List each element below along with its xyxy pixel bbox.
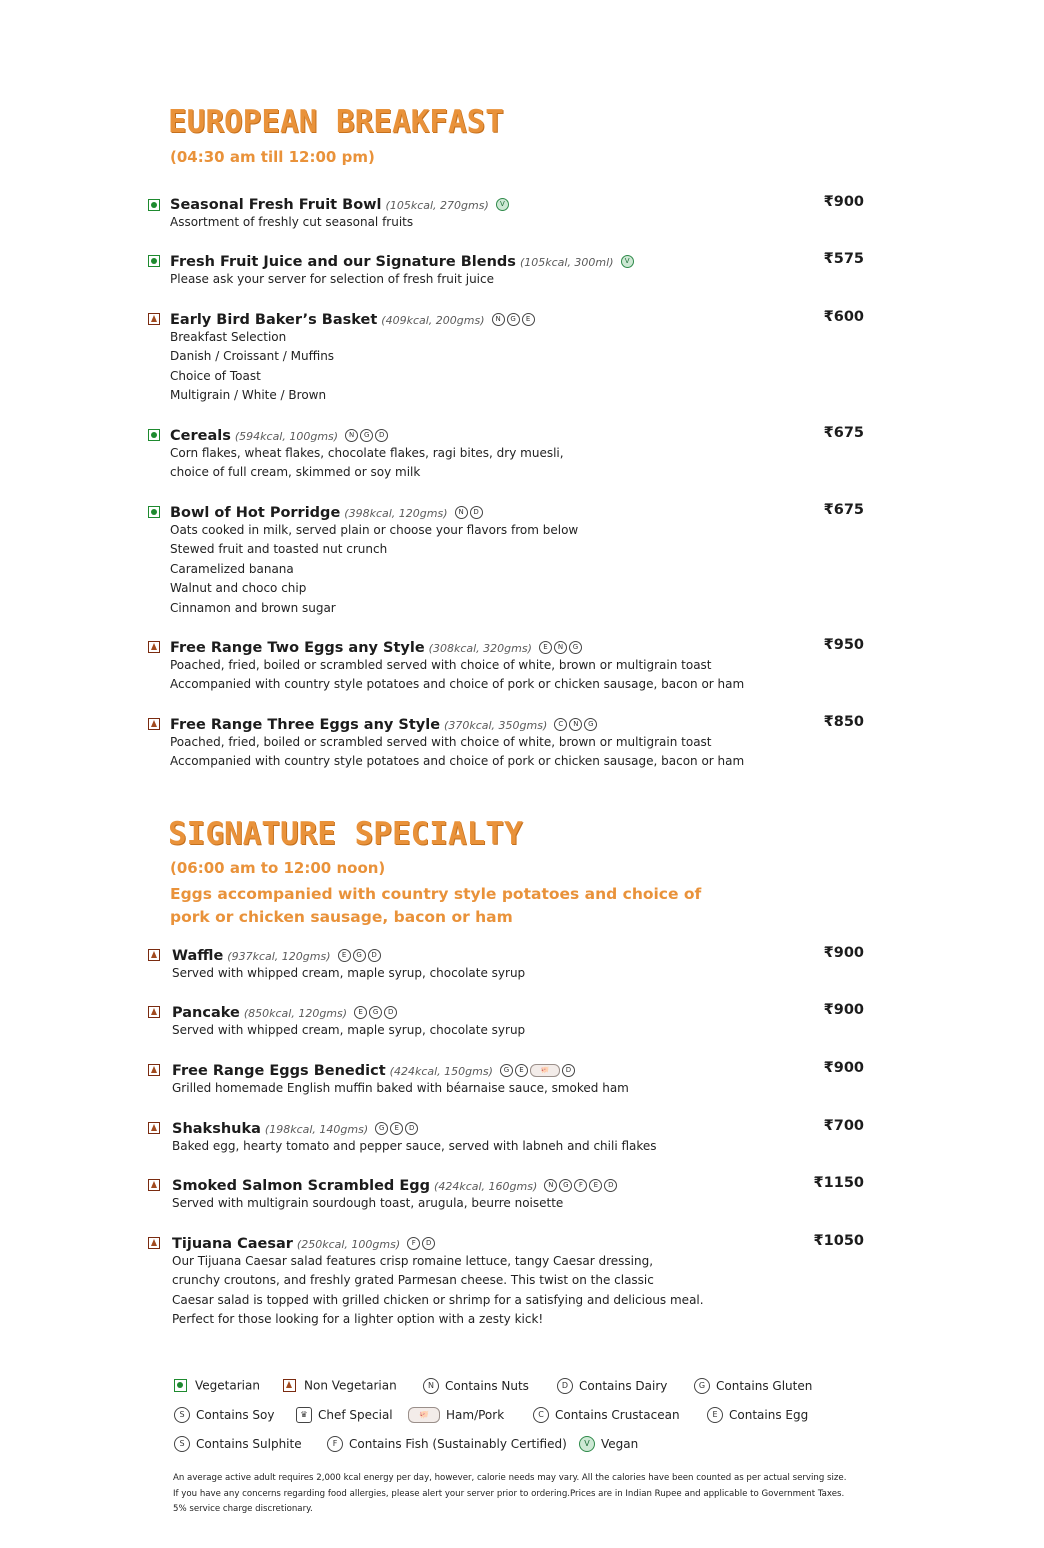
vegetarian-mark	[148, 255, 160, 267]
vegan-icon: V	[496, 198, 509, 211]
item-name: Free Range Eggs Benedict	[172, 1063, 386, 1079]
menu-item	[172, 1118, 892, 1156]
legend-label: Contains Gluten	[716, 1379, 813, 1393]
item-price: ₹600	[823, 309, 864, 325]
legend-vegetarian	[174, 1378, 260, 1393]
dairy-icon: D	[375, 429, 388, 442]
dairy-icon: D	[384, 1006, 397, 1019]
legend-label: Contains Dairy	[579, 1379, 668, 1393]
menu-item	[170, 637, 890, 695]
item-description: Served with whipped cream, maple syrup, chocolate syrup	[172, 966, 526, 980]
item-description: Cinnamon and brown sugar	[170, 600, 336, 615]
footer-line: An average active adult requires 2,000 kcal energy per day, however, calorie needs may vary. All the calories have been counted as per actual serving size.	[173, 1473, 847, 1483]
item-description: Please ask your server for selection of fresh fruit juice	[170, 272, 494, 286]
legend-label: Vegetarian	[195, 1378, 260, 1393]
nuts-icon: N	[569, 718, 582, 731]
legend-vegan	[579, 1436, 638, 1452]
non-veg-mark	[148, 641, 160, 653]
item-description: Accompanied with country style potatoes and choice of pork or chicken sausage, bacon or ham	[170, 754, 745, 769]
nuts-icon: N	[554, 641, 567, 654]
item-description: Served with whipped cream, maple syrup, chocolate syrup	[172, 1023, 526, 1037]
legend-sulphite	[174, 1436, 302, 1452]
item-name: Fresh Fruit Juice and our Signature Blends	[170, 254, 516, 270]
crustacean-icon: C	[554, 718, 567, 731]
egg-icon: E	[515, 1064, 528, 1077]
item-name: Pancake	[172, 1005, 240, 1021]
menu-item	[172, 945, 892, 983]
legend-label: Chef Special	[318, 1408, 393, 1422]
vegetarian-mark	[148, 429, 160, 441]
item-name: Early Bird Baker’s Basket	[170, 312, 378, 328]
item-calories: (424kcal, 150gms)	[389, 1065, 493, 1078]
gluten-icon: G	[559, 1179, 572, 1192]
menu-item	[170, 502, 890, 618]
item-description: Poached, fried, boiled or scrambled served with choice of white, brown or multigrain toast	[170, 658, 712, 672]
crustacean-icon: C	[533, 1407, 549, 1423]
menu-item	[170, 425, 890, 483]
egg-icon: E	[338, 949, 351, 962]
item-name: Free Range Two Eggs any Style	[170, 640, 425, 656]
gluten-icon: G	[369, 1006, 382, 1019]
nuts-icon: N	[455, 506, 468, 519]
pig-icon: 🐖	[530, 1064, 560, 1077]
dairy-icon: D	[470, 506, 483, 519]
legend-label: Contains Nuts	[445, 1379, 529, 1393]
item-description: Accompanied with country style potatoes and choice of pork or chicken sausage, bacon or ham	[170, 677, 745, 692]
item-name: Seasonal Fresh Fruit Bowl	[170, 197, 382, 213]
nuts-icon: N	[544, 1179, 557, 1192]
legend-ham-pork	[408, 1407, 504, 1423]
egg-icon: E	[354, 1006, 367, 1019]
nuts-icon: N	[492, 313, 505, 326]
item-description: Walnut and choco chip	[170, 581, 307, 596]
dairy-icon: D	[368, 949, 381, 962]
footer-line: If you have any concerns regarding food allergies, please alert your server prior to ordering.Prices are in Indian Rupee and applicable to Government Taxes.	[173, 1488, 845, 1499]
item-description: Stewed fruit and toasted nut crunch	[170, 542, 388, 557]
pig-icon: 🐖	[408, 1407, 440, 1423]
legend-crustacean	[533, 1407, 680, 1423]
nuts-icon: N	[423, 1378, 439, 1394]
non-veg-mark	[148, 1179, 160, 1191]
gluten-icon: G	[353, 949, 366, 962]
dairy-icon: D	[557, 1378, 573, 1394]
legend-label: Vegan	[601, 1437, 639, 1451]
item-price: ₹900	[823, 1060, 864, 1076]
item-price: ₹950	[823, 637, 864, 653]
item-price: ₹1150	[813, 1175, 864, 1191]
non-veg-mark	[148, 313, 160, 325]
item-calories: (308kcal, 320gms)	[428, 642, 532, 655]
gluten-icon: G	[360, 429, 373, 442]
egg-icon: E	[707, 1407, 723, 1423]
item-price: ₹575	[823, 251, 864, 267]
egg-icon: E	[390, 1122, 403, 1135]
legend-label: Contains Soy	[196, 1408, 275, 1422]
menu-item	[172, 1175, 892, 1213]
item-calories: (409kcal, 200gms)	[381, 314, 485, 327]
dairy-icon: D	[422, 1237, 435, 1250]
non-veg-mark	[148, 1237, 160, 1249]
egg-icon: E	[589, 1179, 602, 1192]
fish-icon: F	[327, 1436, 343, 1452]
item-price: ₹700	[823, 1118, 864, 1134]
item-description: Corn flakes, wheat flakes, chocolate flakes, ragi bites, dry muesli,	[170, 446, 564, 460]
fish-icon: F	[574, 1179, 587, 1192]
item-calories: (424kcal, 160gms)	[434, 1180, 538, 1193]
item-name: Cereals	[170, 428, 231, 444]
item-calories: (250kcal, 100gms)	[296, 1238, 401, 1251]
dairy-icon: D	[604, 1179, 617, 1192]
item-calories: (370kcal, 350gms)	[444, 719, 548, 732]
item-description: Assortment of freshly cut seasonal fruits	[170, 215, 414, 229]
legend-nuts	[423, 1378, 529, 1394]
item-name: Shakshuka	[172, 1121, 261, 1137]
menu-item	[170, 194, 890, 232]
legend-chef-special	[296, 1407, 393, 1423]
section-title-european-breakfast: EUROPEAN BREAKFAST	[168, 104, 504, 140]
section-title-signature-specialty: SIGNATURE SPECIALTY	[168, 816, 523, 852]
chef-hat-icon: ♛	[296, 1407, 312, 1423]
item-description: Grilled homemade English muffin baked with béarnaise sauce, smoked ham	[172, 1081, 629, 1095]
item-description: Perfect for those looking for a lighter option with a zesty kick!	[172, 1312, 544, 1327]
menu-item	[170, 714, 890, 772]
item-calories: (398kcal, 120gms)	[344, 507, 448, 520]
item-calories: (594kcal, 100gms)	[234, 430, 339, 443]
item-price: ₹675	[823, 425, 864, 441]
item-calories: (937kcal, 120gms)	[227, 950, 331, 963]
legend-label: Contains Fish (Sustainably Certified)	[349, 1437, 567, 1451]
menu-item	[170, 251, 890, 289]
item-price: ₹1050	[813, 1233, 864, 1249]
legend-egg	[707, 1407, 808, 1423]
vegan-icon: V	[579, 1436, 595, 1452]
egg-icon: E	[522, 313, 535, 326]
legend-label: Non Vegetarian	[304, 1378, 397, 1393]
non-veg-mark	[283, 1379, 296, 1392]
egg-icon: E	[539, 641, 552, 654]
item-name: Free Range Three Eggs any Style	[170, 717, 441, 733]
item-description: Our Tijuana Caesar salad features crisp romaine lettuce, tangy Caesar dressing,	[172, 1254, 654, 1268]
item-price: ₹850	[823, 714, 864, 730]
gluten-icon: G	[375, 1122, 388, 1135]
section-note-line: pork or chicken sausage, bacon or ham	[170, 908, 513, 926]
sulphite-icon: S	[174, 1436, 190, 1452]
legend-soy	[174, 1407, 274, 1423]
item-name: Tijuana Caesar	[172, 1236, 293, 1252]
gluten-icon: G	[507, 313, 520, 326]
gluten-icon: G	[694, 1378, 710, 1394]
section-hours: (04:30 am till 12:00 pm)	[170, 148, 375, 166]
item-price: ₹900	[823, 945, 864, 961]
item-description: Oats cooked in milk, served plain or choose your flavors from below	[170, 523, 579, 537]
dairy-icon: D	[405, 1122, 418, 1135]
item-calories: (105kcal, 300ml)	[519, 256, 614, 269]
section-note-line: Eggs accompanied with country style potatoes and choice of	[170, 885, 702, 903]
soy-icon: S	[174, 1407, 190, 1423]
section-note	[170, 883, 701, 929]
legend-label: Contains Crustacean	[555, 1408, 680, 1422]
non-veg-mark	[148, 1064, 160, 1076]
non-veg-mark	[148, 718, 160, 730]
legend-dairy	[557, 1378, 667, 1394]
legend-gluten	[694, 1378, 812, 1394]
legend-label: Ham/Pork	[446, 1408, 505, 1422]
item-description: choice of full cream, skimmed or soy milk	[170, 465, 421, 480]
item-calories: (850kcal, 120gms)	[243, 1007, 348, 1020]
menu-item	[172, 1233, 892, 1330]
section-hours: (06:00 am to 12:00 noon)	[170, 859, 386, 877]
vegetarian-mark	[148, 506, 160, 518]
gluten-icon: G	[500, 1064, 513, 1077]
legend-non-veg	[283, 1378, 397, 1393]
item-description: Multigrain / White / Brown	[170, 388, 327, 403]
legend-label: Contains Egg	[729, 1408, 809, 1422]
item-description: Poached, fried, boiled or scrambled served with choice of white, brown or multigrain toast	[170, 735, 712, 749]
item-description: Baked egg, hearty tomato and pepper sauce, served with labneh and chili flakes	[172, 1139, 657, 1153]
item-description: Danish / Croissant / Muffins	[170, 349, 335, 364]
item-description: Breakfast Selection	[170, 330, 287, 344]
menu-item	[172, 1060, 892, 1098]
footer-line: 5% service charge discretionary.	[173, 1504, 313, 1514]
legend-label: Contains Sulphite	[196, 1437, 302, 1451]
item-name: Smoked Salmon Scrambled Egg	[172, 1178, 431, 1194]
item-calories: (198kcal, 140gms)	[264, 1123, 369, 1136]
menu-item	[172, 1002, 892, 1040]
gluten-icon: G	[569, 641, 582, 654]
item-price: ₹900	[823, 1002, 864, 1018]
vegetarian-mark	[148, 199, 160, 211]
item-name: Bowl of Hot Porridge	[170, 505, 341, 521]
dairy-icon: D	[562, 1064, 575, 1077]
legend-fish	[327, 1436, 567, 1452]
item-name: Waffle	[172, 948, 224, 964]
non-veg-mark	[148, 1006, 160, 1018]
item-price: ₹675	[823, 502, 864, 518]
gluten-icon: G	[584, 718, 597, 731]
nuts-icon: N	[345, 429, 358, 442]
item-description: Choice of Toast	[170, 368, 261, 383]
fish-icon: F	[407, 1237, 420, 1250]
item-calories: (105kcal, 270gms)	[385, 199, 489, 212]
item-description: Served with multigrain sourdough toast, arugula, beurre noisette	[172, 1196, 564, 1210]
footer-disclaimer	[173, 1471, 893, 1518]
item-description: Caramelized banana	[170, 561, 294, 576]
vegetarian-mark	[174, 1379, 187, 1392]
menu-item	[170, 309, 890, 406]
item-description: Caesar salad is topped with grilled chicken or shrimp for a satisfying and delicious meal.	[172, 1292, 704, 1307]
item-price: ₹900	[823, 194, 864, 210]
non-veg-mark	[148, 1122, 160, 1134]
vegan-icon: V	[621, 255, 634, 268]
non-veg-mark	[148, 949, 160, 961]
item-description: crunchy croutons, and freshly grated Parmesan cheese. This twist on the classic	[172, 1273, 654, 1288]
